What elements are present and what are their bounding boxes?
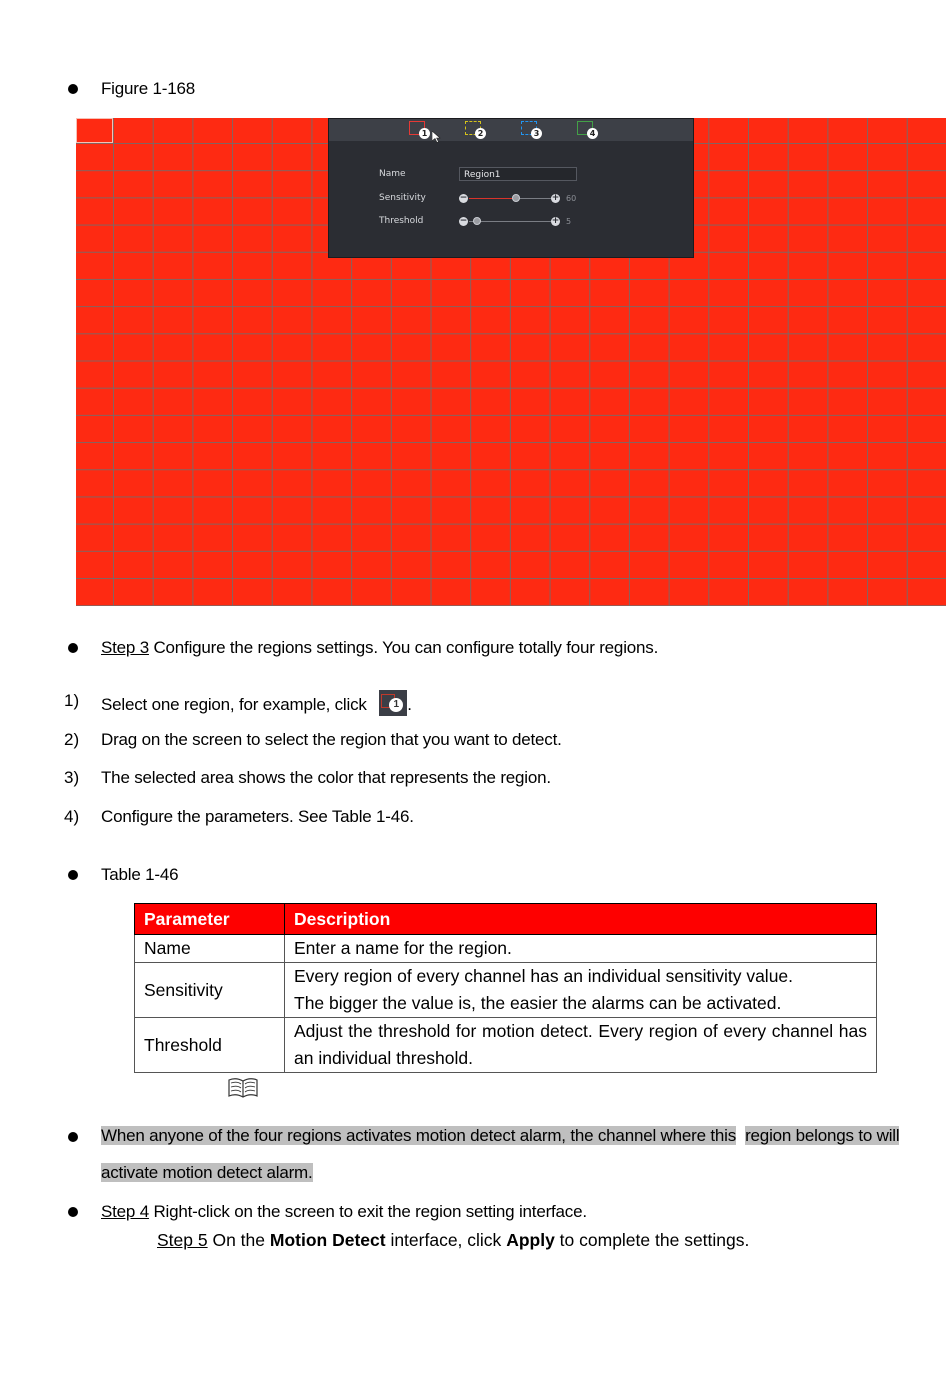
region-3-icon: 3 xyxy=(531,128,542,139)
step-5-body-a: On the xyxy=(207,1230,270,1250)
description-line: Every region of every channel has an individual sensitivity value. xyxy=(294,966,794,986)
table-cell-description xyxy=(285,963,877,1018)
step-5-label: Step 5 xyxy=(157,1230,208,1250)
threshold-label: Threshold xyxy=(379,216,424,226)
note-part-3: activate motion detect alarm. xyxy=(101,1163,313,1182)
threshold-value: 5 xyxy=(566,217,572,226)
mouse-cursor-icon xyxy=(432,131,441,143)
region-4-icon: 4 xyxy=(587,128,598,139)
threshold-slider-handle[interactable] xyxy=(473,217,481,225)
region-4-button[interactable] xyxy=(577,121,596,138)
step-3-label: Step 3 xyxy=(101,638,149,657)
table-row xyxy=(135,1018,877,1073)
parameter-table xyxy=(134,903,877,1073)
step-5-body-c: to complete the settings. xyxy=(554,1230,750,1250)
table-cell-parameter: Threshold xyxy=(135,1018,285,1073)
sensitivity-label: Sensitivity xyxy=(379,193,426,203)
figure-caption: Figure 1-168 xyxy=(101,79,195,98)
region-tab-bar xyxy=(329,119,693,141)
step-5-text xyxy=(157,1229,749,1251)
motion-detect-region-grid[interactable] xyxy=(76,118,946,606)
note-part-1: When anyone of the four regions activates motion detect alarm, the channel where this xyxy=(101,1126,737,1145)
step-3-body: Configure the regions settings. You can configure totally four regions. xyxy=(148,638,659,657)
note-text xyxy=(101,1125,899,1147)
motion-detect-label: Motion Detect xyxy=(269,1230,386,1250)
note-text-continued xyxy=(101,1162,313,1184)
table-header-row xyxy=(135,904,877,935)
description-line: The bigger the value is, the easier the alarms can be activated. xyxy=(294,993,782,1013)
table-caption: Table 1-46 xyxy=(101,865,179,884)
list-number: 1) xyxy=(64,691,80,710)
region-1-button[interactable] xyxy=(409,121,428,138)
list-number: 3) xyxy=(64,768,80,787)
region-1-inline-icon xyxy=(379,690,407,716)
sensitivity-fill xyxy=(469,198,515,199)
step-4-text xyxy=(101,1201,587,1223)
name-label: Name xyxy=(379,169,406,179)
list-item-text: Select one region, for example, click xyxy=(101,695,372,714)
bullet xyxy=(68,870,78,880)
table-cell-parameter: Sensitivity xyxy=(135,963,285,1018)
sensitivity-slider-handle[interactable] xyxy=(512,194,520,202)
table-header-parameter: Parameter xyxy=(135,904,285,935)
table-row xyxy=(135,935,877,963)
table-row xyxy=(135,963,877,1018)
region-settings-panel xyxy=(328,118,694,258)
note-book-icon xyxy=(227,1077,259,1099)
threshold-minus-icon[interactable]: − xyxy=(459,216,468,226)
list-number: 2) xyxy=(64,730,80,749)
region-1-icon: 1 xyxy=(419,128,430,139)
note-part-2: region belongs to will xyxy=(745,1126,900,1145)
sensitivity-value: 60 xyxy=(566,194,577,203)
apply-label: Apply xyxy=(506,1230,555,1250)
table-cell-description: Enter a name for the region. xyxy=(285,935,877,963)
list-number: 4) xyxy=(64,807,80,826)
region-2-icon: 2 xyxy=(475,128,486,139)
sensitivity-plus-icon[interactable]: + xyxy=(551,193,560,203)
bullet xyxy=(68,1132,78,1142)
region-1-inline-icon-label: 1 xyxy=(389,698,403,712)
list-item: Drag on the screen to select the region that you want to detect. xyxy=(101,730,562,749)
list-item-period: . xyxy=(407,695,412,714)
bullet xyxy=(68,643,78,653)
list-item xyxy=(101,690,412,716)
table-cell-parameter: Name xyxy=(135,935,285,963)
threshold-track[interactable] xyxy=(469,221,551,222)
step-5-body-b: interface, click xyxy=(385,1230,507,1250)
step-4-body: Right-click on the screen to exit the region setting interface. xyxy=(148,1202,587,1221)
selected-grid-cell xyxy=(76,118,113,143)
table-header-description: Description xyxy=(285,904,877,935)
bullet xyxy=(68,1207,78,1217)
step-3-text xyxy=(101,637,658,659)
sensitivity-minus-icon[interactable]: − xyxy=(459,193,468,203)
list-item: Configure the parameters. See Table 1-46. xyxy=(101,807,414,826)
step-4-label: Step 4 xyxy=(101,1202,149,1221)
region-name-input[interactable]: Region1 xyxy=(459,167,577,181)
bullet xyxy=(68,84,78,94)
list-item: The selected area shows the color that represents the region. xyxy=(101,768,551,787)
region-3-button[interactable] xyxy=(521,121,540,138)
threshold-plus-icon[interactable]: + xyxy=(551,216,560,226)
table-cell-description: Adjust the threshold for motion detect. Every region of every channel has an individual threshold. xyxy=(285,1018,877,1073)
region-2-button[interactable] xyxy=(465,121,484,138)
